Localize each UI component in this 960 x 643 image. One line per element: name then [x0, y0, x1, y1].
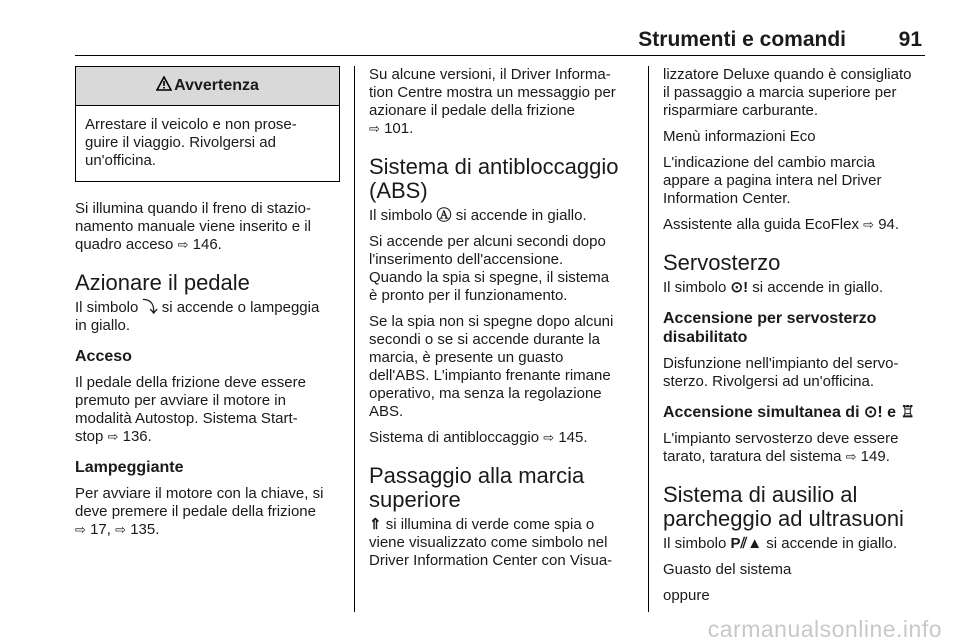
paragraph-text: si accende o lampeggia in giallo. [75, 299, 320, 334]
paragraph-text: Assistente alla guida EcoFlex [663, 216, 864, 233]
page-ref-icon: ⇨ [177, 237, 189, 252]
paragraph: Se la spia non si spegne dopo alcuni secondi o se si accende durante la marcia, è presente un guasto dell'ABS. L'impianto frenante rimane operativo, ma senza la regolazione ABS. [369, 313, 614, 420]
heading-text: Accensione simultanea di [663, 404, 864, 421]
paragraph: Menù informazioni Eco [663, 128, 816, 145]
page-ref-icon: ⇨ [75, 522, 86, 537]
page-ref-icon: ⇨ [107, 429, 119, 444]
paragraph-text: si illumina di verde come spia o viene visualizzato come simbolo nel Driver Information Center con Visua- [369, 516, 613, 569]
page-ref[interactable]: 101. [384, 120, 414, 137]
heading-clutch-pedal: Azionare il pedale [75, 270, 250, 295]
paragraph: Disfunzione nell'impianto del servo- sterzo. Rivolgersi ad un'officina. [663, 355, 899, 390]
page-ref[interactable]: 146. [192, 236, 222, 253]
paragraph-text: Per avviare il motore con la chiave, si deve premere il pedale della frizione [75, 485, 324, 520]
paragraph-text: Si illumina quando il freno di stazio- namento manuale viene inserito e il quadro acceso [75, 200, 311, 253]
paragraph [75, 485, 340, 539]
watermark: carmanualsonline.info [707, 616, 942, 642]
heading-flashing: Lampeggiante [75, 459, 184, 476]
page-ref[interactable]: 17, [90, 521, 116, 538]
warning-text: Arrestare il veicolo e non prose- guire il viaggio. Rivolgersi ad un'officina. [85, 116, 297, 169]
paragraph [663, 216, 928, 234]
paragraph [369, 516, 634, 570]
heading-power-steering: Servosterzo [663, 250, 781, 275]
paragraph-text: Il pedale della frizione deve essere premuto per avviare il motore in modalità Autostop. Sistema Start- stop [75, 374, 306, 445]
paragraph: lizzatore Deluxe quando è consigliato il passaggio a marcia superiore per risparmiare carburante. [663, 66, 912, 119]
column-2 [369, 66, 634, 578]
paragraph [663, 430, 928, 466]
column-divider [354, 66, 355, 612]
paragraph-text: Sistema di antibloccaggio [369, 429, 544, 446]
power-steering-icon: ⊙! [730, 279, 749, 296]
heading-text: e [882, 404, 901, 421]
page-ref-icon: ⇨ [863, 217, 875, 232]
page-ref[interactable]: 135. [130, 521, 160, 538]
paragraph-text: Su alcune versioni, il Driver Informa- tion Centre mostra un messaggio per azionare il pedale della frizione [369, 66, 616, 119]
column-divider [648, 66, 649, 612]
paragraph-text: Il simbolo [663, 279, 731, 296]
paragraph-text: Il simbolo [663, 535, 731, 552]
abs-icon: Ⓐ [436, 207, 452, 224]
paragraph [369, 207, 634, 225]
heading-power-steering-disabled: Accensione per servosterzo disabilitato [663, 310, 877, 346]
paragraph-text: Il simbolo [75, 299, 143, 316]
heading-abs: Sistema di antibloccaggio (ABS) [369, 154, 619, 203]
column-1 [75, 66, 340, 547]
paragraph [75, 374, 340, 446]
paragraph: oppure [663, 587, 710, 604]
paragraph [369, 429, 634, 447]
page-ref-icon: ⇨ [845, 449, 857, 464]
upshift-arrow-icon: ⇑ [369, 516, 382, 533]
paragraph-text: si accende in giallo. [748, 279, 884, 296]
page-ref-icon: ⇨ [369, 121, 380, 136]
paragraph [369, 66, 634, 138]
heading-simultaneous [663, 403, 928, 422]
paragraph: L'indicazione del cambio marcia appare a pagina intera nel Driver Information Center. [663, 154, 882, 207]
heading-on: Acceso [75, 348, 132, 365]
page-ref-icon: ⇨ [115, 522, 127, 537]
page-ref[interactable]: 149. [860, 448, 890, 465]
paragraph [75, 299, 340, 335]
section-title: Strumenti e comandi [638, 28, 846, 51]
header-rule [75, 55, 925, 56]
paragraph-text: si accende in giallo. [762, 535, 898, 552]
page-ref[interactable]: 136. [122, 428, 152, 445]
warning-box [75, 66, 340, 182]
tilt-icon: ♖ [900, 404, 915, 421]
warning-header [76, 67, 339, 106]
page-ref-icon: ⇨ [543, 430, 555, 445]
page-ref[interactable]: 94. [878, 216, 900, 233]
paragraph-text: si accende in giallo. [451, 207, 587, 224]
page-number: 91 [898, 28, 922, 51]
park-assist-icon: P⫽▲ [730, 535, 763, 552]
paragraph-text: Il simbolo [369, 207, 437, 224]
paragraph [75, 200, 340, 254]
column-3 [663, 66, 928, 613]
paragraph: Si accende per alcuni secondi dopo l'inserimento dell'accensione. Quando la spia si spegne, il sistema è pronto per il funzionamento. [369, 233, 610, 304]
page-header [0, 27, 960, 53]
heading-park-assist: Sistema di ausilio al parcheggio ad ultrasuoni [663, 482, 904, 531]
paragraph [663, 535, 928, 553]
clutch-pedal-icon: ⤵ [142, 299, 158, 316]
heading-upshift: Passaggio alla marcia superiore [369, 463, 585, 512]
warning-title: Avvertenza [174, 77, 259, 94]
page-ref[interactable]: 145. [558, 429, 588, 446]
warning-triangle-icon [156, 76, 172, 96]
paragraph [663, 279, 928, 297]
paragraph-text: L'impianto servosterzo deve essere tarato, taratura del sistema [663, 430, 899, 465]
power-steering-icon: ⊙! [863, 404, 883, 421]
paragraph: Guasto del sistema [663, 561, 792, 578]
